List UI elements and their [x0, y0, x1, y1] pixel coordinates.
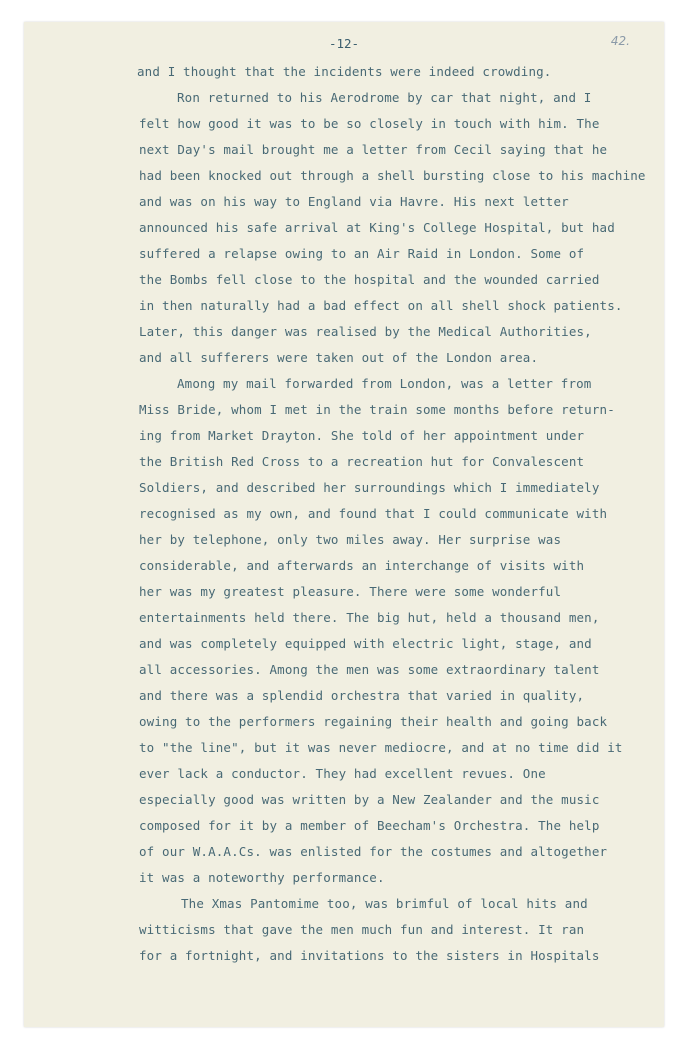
text-line: for a fortnight, and invitations to the sisters in Hospitals	[139, 948, 600, 963]
text-line: ing from Market Drayton. She told of her appointment under	[139, 428, 585, 443]
text-line: and all sufferers were taken out of the London area.	[139, 350, 539, 365]
text-line: next Day's mail brought me a letter from Cecil saying that he	[139, 142, 608, 157]
text-line: to "the line", but it was never mediocre, and at no time did it	[139, 740, 623, 755]
text-line: Soldiers, and described her surroundings which I immediately	[139, 480, 600, 495]
text-line: her by telephone, only two miles away. Her surprise was	[139, 532, 562, 547]
text-line: Ron returned to his Aerodrome by car that night, and I	[177, 90, 592, 105]
text-line: Among my mail forwarded from London, was a letter from	[177, 376, 592, 391]
text-line: especially good was written by a New Zealander and the music	[139, 792, 600, 807]
typescript-page	[24, 22, 664, 1027]
text-line: and there was a splendid orchestra that varied in quality,	[139, 688, 585, 703]
text-line: in then naturally had a bad effect on all shell shock patients.	[139, 298, 623, 313]
text-line: it was a noteworthy performance.	[139, 870, 385, 885]
text-line: ever lack a conductor. They had excellent revues. One	[139, 766, 546, 781]
text-line: owing to the performers regaining their health and going back	[139, 714, 608, 729]
pencil-page-number: 42.	[610, 34, 630, 48]
text-line: her was my greatest pleasure. There were some wonderful	[139, 584, 562, 599]
text-line: the Bombs fell close to the hospital and the wounded carried	[139, 272, 600, 287]
text-line: and was on his way to England via Havre. His next letter	[139, 194, 569, 209]
text-line: of our W.A.A.Cs. was enlisted for the costumes and altogether	[139, 844, 608, 859]
text-line: and I thought that the incidents were indeed crowding.	[137, 64, 552, 79]
text-line: Later, this danger was realised by the Medical Authorities,	[139, 324, 592, 339]
text-line: composed for it by a member of Beecham's Orchestra. The help	[139, 818, 600, 833]
text-line: entertainments held there. The big hut, held a thousand men,	[139, 610, 600, 625]
text-line: had been knocked out through a shell bursting close to his machine	[139, 168, 646, 183]
text-line: suffered a relapse owing to an Air Raid in London. Some of	[139, 246, 585, 261]
text-line: and was completely equipped with electric light, stage, and	[139, 636, 592, 651]
text-line: all accessories. Among the men was some extraordinary talent	[139, 662, 600, 677]
text-line: felt how good it was to be so closely in touch with him. The	[139, 116, 600, 131]
text-line: announced his safe arrival at King's College Hospital, but had	[139, 220, 615, 235]
text-line: Miss Bride, whom I met in the train some months before return-	[139, 402, 615, 417]
page-number: -12-	[328, 36, 360, 51]
text-line: recognised as my own, and found that I could communicate with	[139, 506, 608, 521]
text-line: the British Red Cross to a recreation hut for Convalescent	[139, 454, 585, 469]
text-line: The Xmas Pantomime too, was brimful of local hits and	[181, 896, 588, 911]
text-line: witticisms that gave the men much fun and interest. It ran	[139, 922, 585, 937]
text-line: considerable, and afterwards an interchange of visits with	[139, 558, 585, 573]
